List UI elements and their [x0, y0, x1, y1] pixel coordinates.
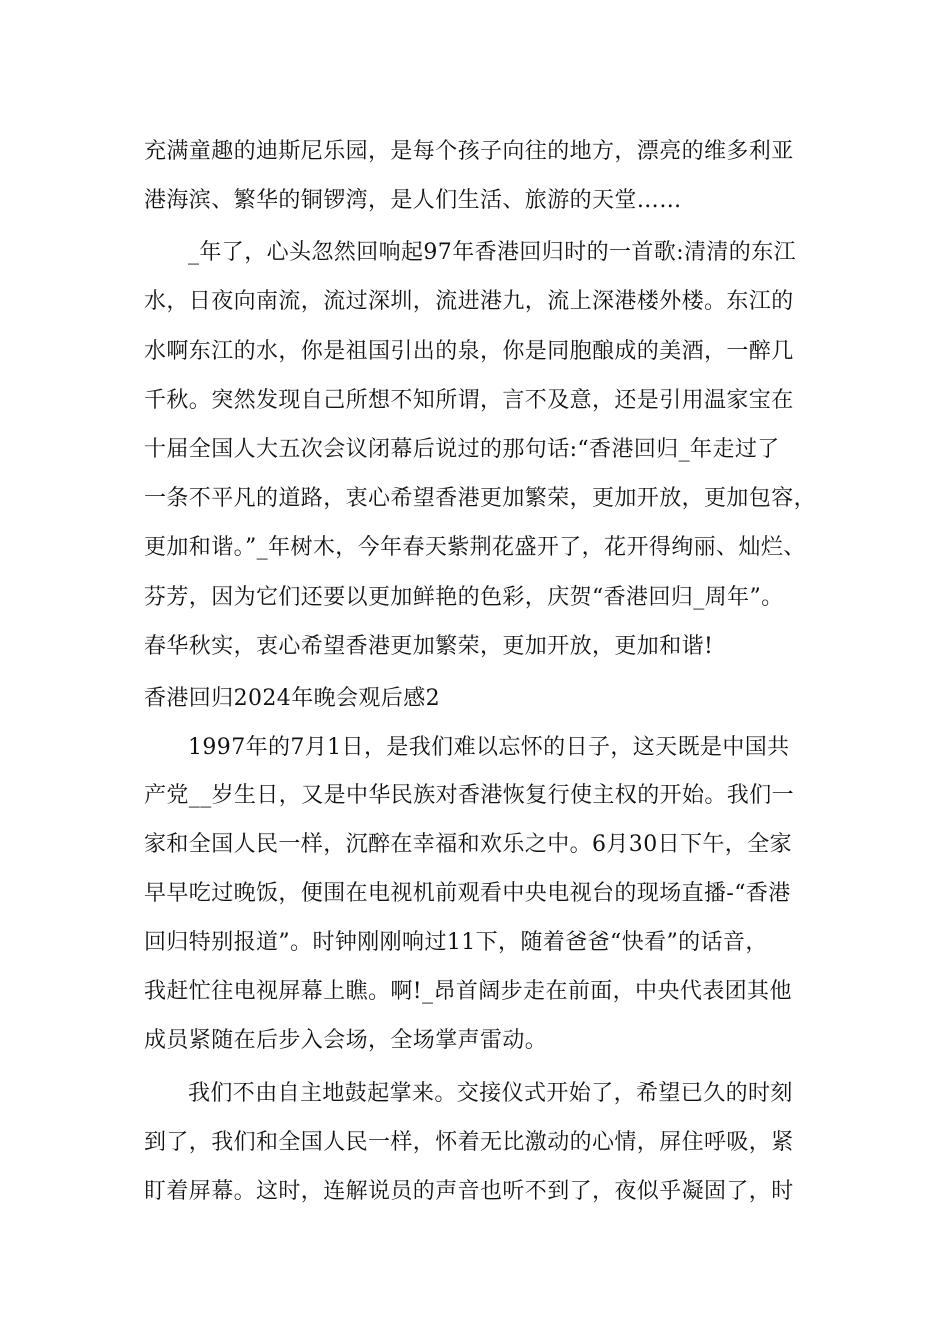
text-line: 回归特别报道”。时钟刚刚响过11下，随着爸爸“快看”的话音， — [144, 930, 768, 955]
paragraph-first-line: 我们不由自主地鼓起掌来。交接仪式开始了，希望已久的时刻 — [188, 1081, 793, 1106]
text-line: 十届全国人大五次会议闭幕后说过的那句话:“香港回归_年走过了 — [144, 437, 780, 462]
text-line: 家和全国人民一样，沉醉在幸福和欢乐之中。6月30日下午，全家 — [144, 832, 792, 857]
text-line: 早早吃过晚饭，便围在电视机前观看中央电视台的现场直播-“香港 — [144, 881, 791, 906]
section-heading: 香港回归2024年晚会观后感2 — [144, 686, 440, 711]
text-line: 到了，我们和全国人民一样，怀着无比激动的心情，屏住呼吸，紧 — [144, 1130, 794, 1155]
text-line: 千秋。突然发现自己所想不知所谓，言不及意，还是引用温家宝在 — [144, 388, 794, 413]
paragraph-first-line: _年了，心头忽然回响起97年香港回归时的一首歌:清清的东江 — [188, 240, 797, 265]
text-line: 产党__岁生日，又是中华民族对香港恢复行使主权的开始。我们一 — [144, 783, 795, 808]
text-line: 更加和谐。”_年树木，今年春天紫荆花盛开了，花开得绚丽、灿烂、 — [144, 535, 806, 560]
paragraph-first-line: 1997年的7月1日，是我们难以忘怀的日子，这天既是中国共 — [188, 735, 790, 760]
text-line: 芬芳，因为它们还要以更加鲜艳的色彩，庆贺“香港回归_周年”。 — [144, 585, 784, 610]
text-line: 水，日夜向南流，流过深圳，流进港九，流上深港楼外楼。东江的 — [144, 289, 794, 314]
text-line: 充满童趣的迪斯尼乐园，是每个孩子向往的地方，漂亮的维多利亚 — [144, 139, 794, 164]
text-line: 成员紧随在后步入会场，全场掌声雷动。 — [144, 1028, 548, 1053]
text-line: 水啊东江的水，你是祖国引出的泉，你是同胞酿成的美酒，一醉几 — [144, 339, 794, 364]
text-line: 我赶忙往电视屏幕上瞧。啊!_昂首阔步走在前面，中央代表团其他 — [144, 979, 792, 1004]
text-line: 盯着屏幕。这时，连解说员的声音也听不到了，夜似乎凝固了，时 — [144, 1179, 794, 1204]
text-line: 春华秋实，衷心希望香港更加繁荣，更加开放，更加和谐! — [144, 634, 714, 659]
text-line: 港海滨、繁华的铜锣湾，是人们生活、旅游的天堂…… — [144, 188, 682, 213]
text-line: 一条不平凡的道路，衷心希望香港更加繁荣，更加开放，更加包容， — [144, 486, 817, 511]
